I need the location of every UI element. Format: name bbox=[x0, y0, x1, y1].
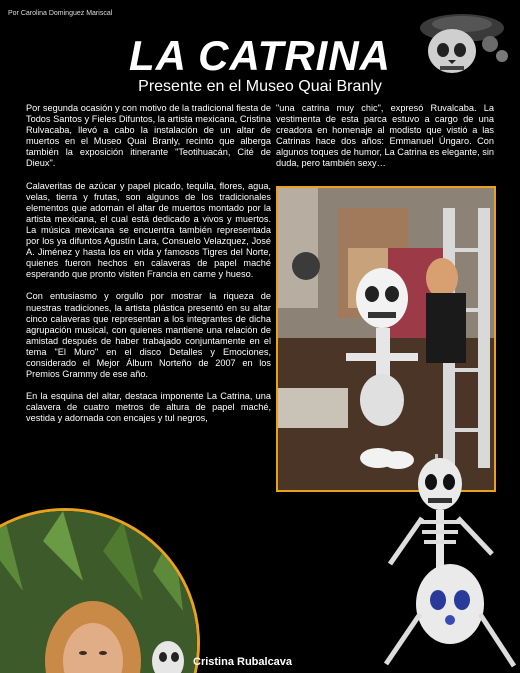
studio-photo bbox=[276, 186, 496, 492]
artist-portrait-illustration bbox=[0, 511, 197, 673]
page-subtitle: Presente en el Museo Quai Branly bbox=[138, 78, 382, 95]
byline: Por Carolina Dominguez Mariscal bbox=[8, 10, 113, 17]
right-text-column bbox=[276, 103, 494, 181]
paragraph: "una catrina muy chic", expresó Ruvalcaba. La vestimenta de esta parca estuvo a cargo de una creadora en homenaje al modisto que vistió a las Catrinas hace dos años: Emmanuel Úngaro. Con algunos toques de humor, La Catrina es elegante, sin duda, pero también sexy… bbox=[276, 103, 494, 169]
artist-portrait bbox=[0, 508, 200, 673]
catrina-skeleton-illustration bbox=[380, 454, 520, 673]
paragraph: Calaveritas de azúcar y papel picado, tequila, flores, agua, velas, tierra y frutas, son algunos de los tradicionales elementos que adornan el altar de muertos montado por la artista mexicana, el cual está dedicado a vivos y muertos. La música mexicana se encuentra también representada por los ya difuntos Agustín Lara, Consuelo Velazquez, José A. Jiménez y hasta los en vida y famosos Tigres del Norte, quienes fueron hechos en calaveras de papel maché esperando que pronto visiten Francia en carne y hueso. bbox=[26, 180, 271, 280]
studio-photo-illustration bbox=[278, 188, 494, 490]
paragraph: Por segunda ocasión y con motivo de la tradicional fiesta de Todos Santos y Fieles Difuntos, la artista mexicana, Cristina Rulvacaba, llevó a cabo la instalación de un altar de muertos en el Museo Quai Branly, recinto que alberga también la exposición itinerante "Teotihuacán, Cité de Dieux". bbox=[26, 103, 271, 169]
left-text-column bbox=[26, 103, 271, 435]
page-title: LA CATRINA bbox=[129, 32, 391, 79]
paragraph: En la esquina del altar, destaca imponente La Catrina, una calavera de cuatro metros de altura de papel maché, vestida y adornada con encajes y tul negros, bbox=[26, 391, 271, 424]
photo-caption: Cristina Rubalcava bbox=[193, 656, 293, 668]
paragraph: Con entusiasmo y orgullo por mostrar la riqueza de nuestras tradiciones, la artista plástica presentó en su altar cinco calaveras que representan a los integrantes de dicha agrupación musical, con quienes mantiene una relación de amistad después de haber trabajado conjuntamente en el tema "El Muro" en el disco Detalles y Emociones, considerado el Mejor Álbum Norteño de 2007 en los Premios Grammy de ese año. bbox=[26, 291, 271, 380]
